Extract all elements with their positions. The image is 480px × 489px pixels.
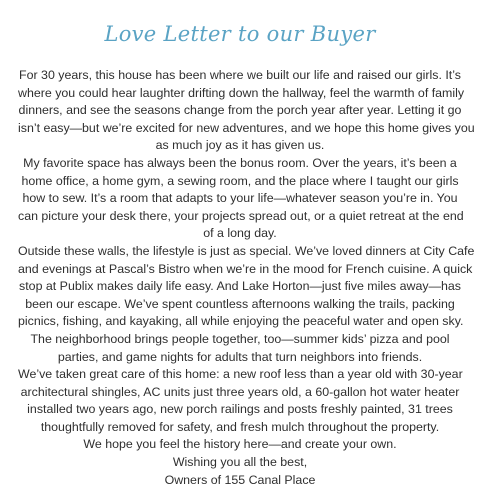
letter-line: architectural shingles, AC units just three years old, a 60-gallon hot water heater [20,384,460,399]
letter-line: parties, and game nights for adults that turn neighbors into friends. [57,349,423,364]
letter-line: For 30 years, this house has been where we built our life and raised our girls. It’s [19,68,461,82]
letter-line: Owners of 155 Canal Place [164,472,316,487]
paragraph-closing [18,436,462,454]
paragraph-bonus-room [18,155,462,243]
letter-line: We hope you feel the history here—and create your own. [83,437,397,452]
letter-line: how to sew. It’s a room that adapts to your life—whatever season you’re in. You [22,191,458,206]
letter-line: Outside these walls, the lifestyle is just as special. We’ve loved dinners at City Cafe [18,243,475,258]
paragraph-intro [18,67,475,155]
sign-off [18,454,462,472]
letter-line: where you could hear laughter drifting down the hallway, feel the warmth of family [18,85,465,100]
paragraph-home-care [18,366,462,436]
letter-line: as much joy as it has given us. [155,138,325,153]
letter-title: Love Letter to our Buyer [104,22,376,46]
paragraph-lifestyle [18,243,475,366]
signature [18,472,462,489]
letter-line: The neighborhood brings people together, too—summer kids’ pizza and pool [30,331,450,346]
letter-line: My favorite space has always been the bonus room. Over the years, it’s been a [23,155,457,170]
letter-line: and evenings at Pascal’s Bistro when we’re in the mood for French cuisine. A quick [18,261,473,276]
letter-body [18,67,475,489]
letter-line: can picture your desk there, your projects spread out, or a quiet retreat at the end [18,208,464,223]
letter-line: installed two years ago, new porch railings and posts freshly painted, 31 trees [27,402,453,417]
letter-line: been our escape. We’ve spent countless afternoons walking the trails, packing [25,296,455,311]
letter-line: picnics, fishing, and kayaking, all while enjoying the peaceful water and open sky. [18,314,464,329]
letter-line: thoughtfully removed for safety, and fresh mulch throughout the property. [40,419,440,434]
letter-line: We’ve taken great care of this home: a new roof less than a year old with 30-year [18,367,463,382]
letter-line: stop at Publix makes daily life easy. And Lake Horton—just five miles away—has [19,279,461,294]
letter-line: home office, a home gym, a sewing room, and the place where I taught our girls [21,173,459,188]
letter-line: isn’t easy—but we’re excited for new adventures, and we hope this home gives you [18,120,475,135]
letter-line: dinners, and see the seasons change from the porch year after year. Letting it go [18,103,462,118]
letter-line: of a long day. [203,226,277,241]
letter-line: Wishing you all the best, [172,455,308,470]
